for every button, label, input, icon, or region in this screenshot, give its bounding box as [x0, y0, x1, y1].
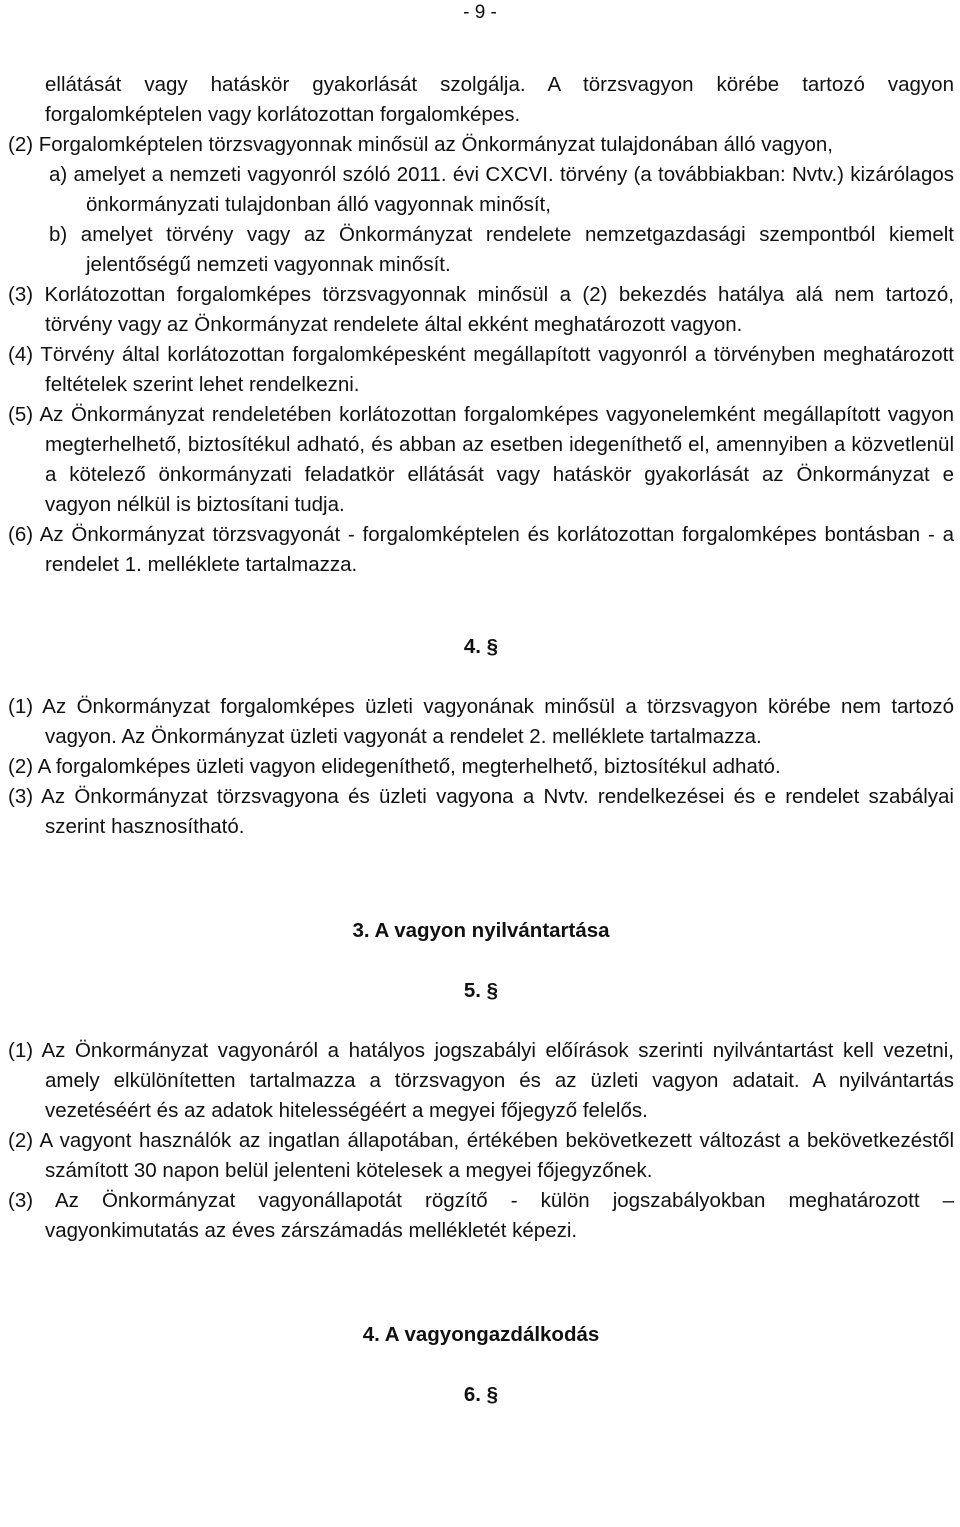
- paragraph: (5) Az Önkormányzat rendeletében korlátozottan forgalomképes vagyonelemként megállapított vagyon megterhelhető, biztosítékul adható, és abban az esetben idegeníthető el, amennyiben a közvetlenül a kötelező önkormányzati feladatkör ellátását vagy hatáskör gyakorlását az Önkormányzat e vagyon nélkül is biztosítani tudja.: [8, 403, 954, 516]
- spacer: [8, 1006, 954, 1036]
- section-heading: 6. §: [463, 1383, 499, 1406]
- spacer: [8, 1246, 954, 1320]
- section-heading: 4. §: [463, 635, 499, 658]
- spacer: [8, 662, 954, 692]
- paragraph: (2) A vagyont használók az ingatlan állapotában, értékében bekövetkezett változást a bekövetkezéstől számított 30 napon belül jelenteni kötelesek a megyei főjegyzőnek.: [8, 1129, 954, 1182]
- list-item: b) amelyet törvény vagy az Önkormányzat rendelete nemzetgazdasági szempontból kiemelt jelentőségű nemzeti vagyonnak minősít.: [49, 223, 954, 276]
- paragraph: (2) A forgalomképes üzleti vagyon elidegeníthető, megterhelhető, biztosítékul adható.: [8, 755, 781, 778]
- paragraph: (3) Az Önkormányzat törzsvagyona és üzleti vagyona a Nvtv. rendelkezései és e rendelet szabályai szerint hasznosítható.: [8, 785, 954, 838]
- list-item: a) amelyet a nemzeti vagyonról szóló 2011. évi CXCVI. törvény (a továbbiakban: Nvtv.) kizárólagos önkormányzati tulajdonban álló vagyonnak minősít,: [49, 163, 954, 216]
- paragraph: (1) Az Önkormányzat forgalomképes üzleti vagyonának minősül a törzsvagyon körébe nem tartozó vagyon. Az Önkormányzat üzleti vagyonát a rendelet 2. melléklete tartalmazza.: [8, 695, 954, 748]
- paragraph: (1) Az Önkormányzat vagyonáról a hatályos jogszabályi előírások szerinti nyilvántartást kell vezetni, amely elkülönítetten tartalmazza a törzsvagyon és az üzleti vagyon adatait. A nyilvántartás vezetéséért és az adatok hitelességéért a megyei főjegyző felelős.: [8, 1039, 954, 1122]
- paragraph: (4) Törvény által korlátozottan forgalomképesként megállapított vagyonról a törvényben meghatározott feltételek szerint lehet rendelkezni.: [8, 343, 954, 396]
- spacer: [8, 946, 954, 976]
- section-heading: 4. A vagyongazdálkodás: [362, 1323, 600, 1346]
- page-number: - 9 -: [463, 2, 497, 23]
- section-heading: 3. A vagyon nyilvántartása: [352, 919, 610, 942]
- spacer: [8, 1350, 954, 1380]
- paragraph: (3) Az Önkormányzat vagyonállapotát rögzítő - külön jogszabályokban meghatározott – vagyonkimutatás az éves zárszámadás mellékletét képezi.: [8, 1189, 954, 1242]
- paragraph: (3) Korlátozottan forgalomképes törzsvagyonnak minősül a (2) bekezdés hatálya alá nem tartozó, törvény vagy az Önkormányzat rendelete által ekként meghatározott vagyon.: [8, 283, 954, 336]
- spacer: [8, 842, 954, 916]
- paragraph: ellátását vagy hatáskör gyakorlását szolgálja. A törzsvagyon körébe tartozó vagyon forgalomképtelen vagy korlátozottan forgalomképes.: [45, 73, 954, 126]
- spacer: [8, 580, 954, 632]
- paragraph: (2) Forgalomképtelen törzsvagyonnak minősül az Önkormányzat tulajdonában álló vagyon,: [8, 133, 834, 156]
- document-body: [8, 70, 954, 1410]
- paragraph: (6) Az Önkormányzat törzsvagyonát - forgalomképtelen és korlátozottan forgalomképes bontásban - a rendelet 1. melléklete tartalmazza.: [8, 523, 954, 576]
- section-heading: 5. §: [463, 979, 499, 1002]
